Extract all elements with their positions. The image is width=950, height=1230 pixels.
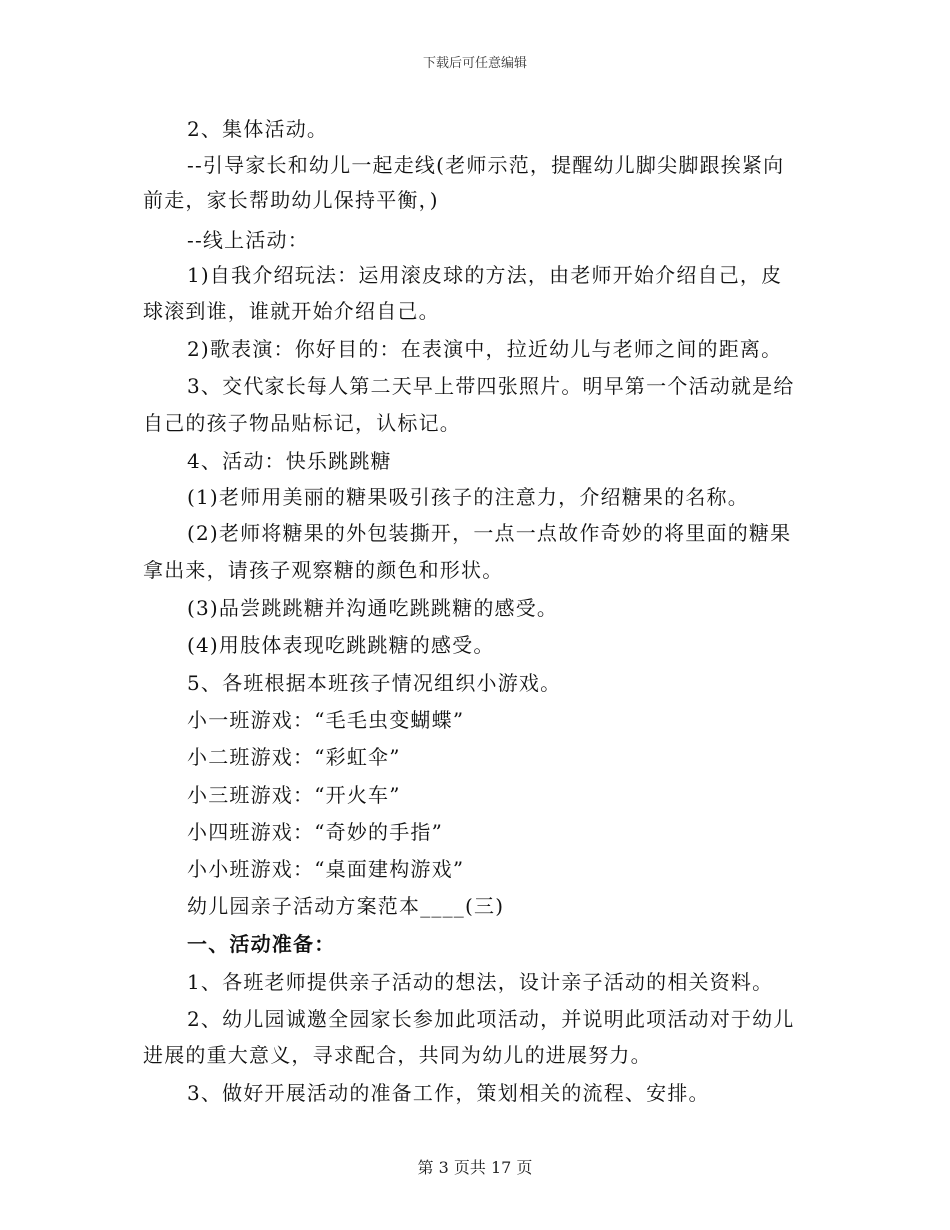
section-heading: 一、活动准备：	[187, 932, 336, 956]
text-line: 小小班游戏：“桌面建构游戏”	[187, 857, 465, 881]
text-line: 自己的孩子物品贴标记，认标记。	[143, 411, 461, 435]
text-line: 进展的重大意义，寻求配合，共同为幼儿的进展努力。	[143, 1043, 652, 1067]
text-line: 2、幼儿园诚邀全园家长参加此项活动，并说明此项活动对于幼儿	[187, 1007, 795, 1031]
text-line: 球滚到谁，谁就开始介绍自己。	[143, 299, 440, 323]
text-line: (2)老师将糖果的外包装撕开，一点一点故作奇妙的将里面的糖果	[187, 521, 792, 545]
text-line: 小四班游戏：“奇妙的手指”	[187, 820, 444, 844]
text-line: (4)用肢体表现吃跳跳糖的感受。	[187, 633, 495, 657]
text-line: 小二班游戏：“彩虹伞”	[187, 745, 401, 769]
text-line: (1)老师用美丽的糖果吸引孩子的注意力，介绍糖果的名称。	[187, 485, 749, 509]
text-line: 2)歌表演：你好目的：在表演中，拉近幼儿与老师之间的距离。	[187, 337, 783, 361]
text-line: 前走，家长帮助幼儿保持平衡，)	[143, 188, 439, 212]
text-line: --线上活动：	[187, 228, 309, 252]
text-line: (3)品尝跳跳糖并沟通吃跳跳糖的感受。	[187, 596, 559, 620]
text-line: 1)自我介绍玩法：运用滚皮球的方法，由老师开始介绍自己，皮	[187, 263, 783, 287]
text-line: 3、交代家长每人第二天早上带四张照片。明早第一个活动就是给	[187, 374, 795, 398]
text-line: 5、各班根据本班孩子情况组织小游戏。	[187, 671, 562, 695]
section-title: 幼儿园亲子活动方案范本____(三)	[187, 894, 505, 918]
text-line: 小三班游戏：“开火车”	[187, 783, 401, 807]
page-footer: 第 3 页共 17 页	[417, 1158, 533, 1177]
text-line: 拿出来，请孩子观察糖的颜色和形状。	[143, 558, 504, 582]
text-line: 2、集体活动。	[187, 117, 329, 141]
text-line: 1、各班老师提供亲子活动的想法，设计亲子活动的相关资料。	[187, 970, 774, 994]
page-header: 下载后可任意编辑	[422, 56, 527, 71]
text-line: --引导家长和幼儿一起走线(老师示范，提醒幼儿脚尖脚跟挨紧向	[187, 153, 785, 177]
text-line: 4、活动：快乐跳跳糖	[187, 449, 392, 473]
text-line: 小一班游戏：“毛毛虫变蝴蝶”	[187, 708, 465, 732]
text-line: 3、做好开展活动的准备工作，策划相关的流程、安排。	[187, 1081, 710, 1105]
